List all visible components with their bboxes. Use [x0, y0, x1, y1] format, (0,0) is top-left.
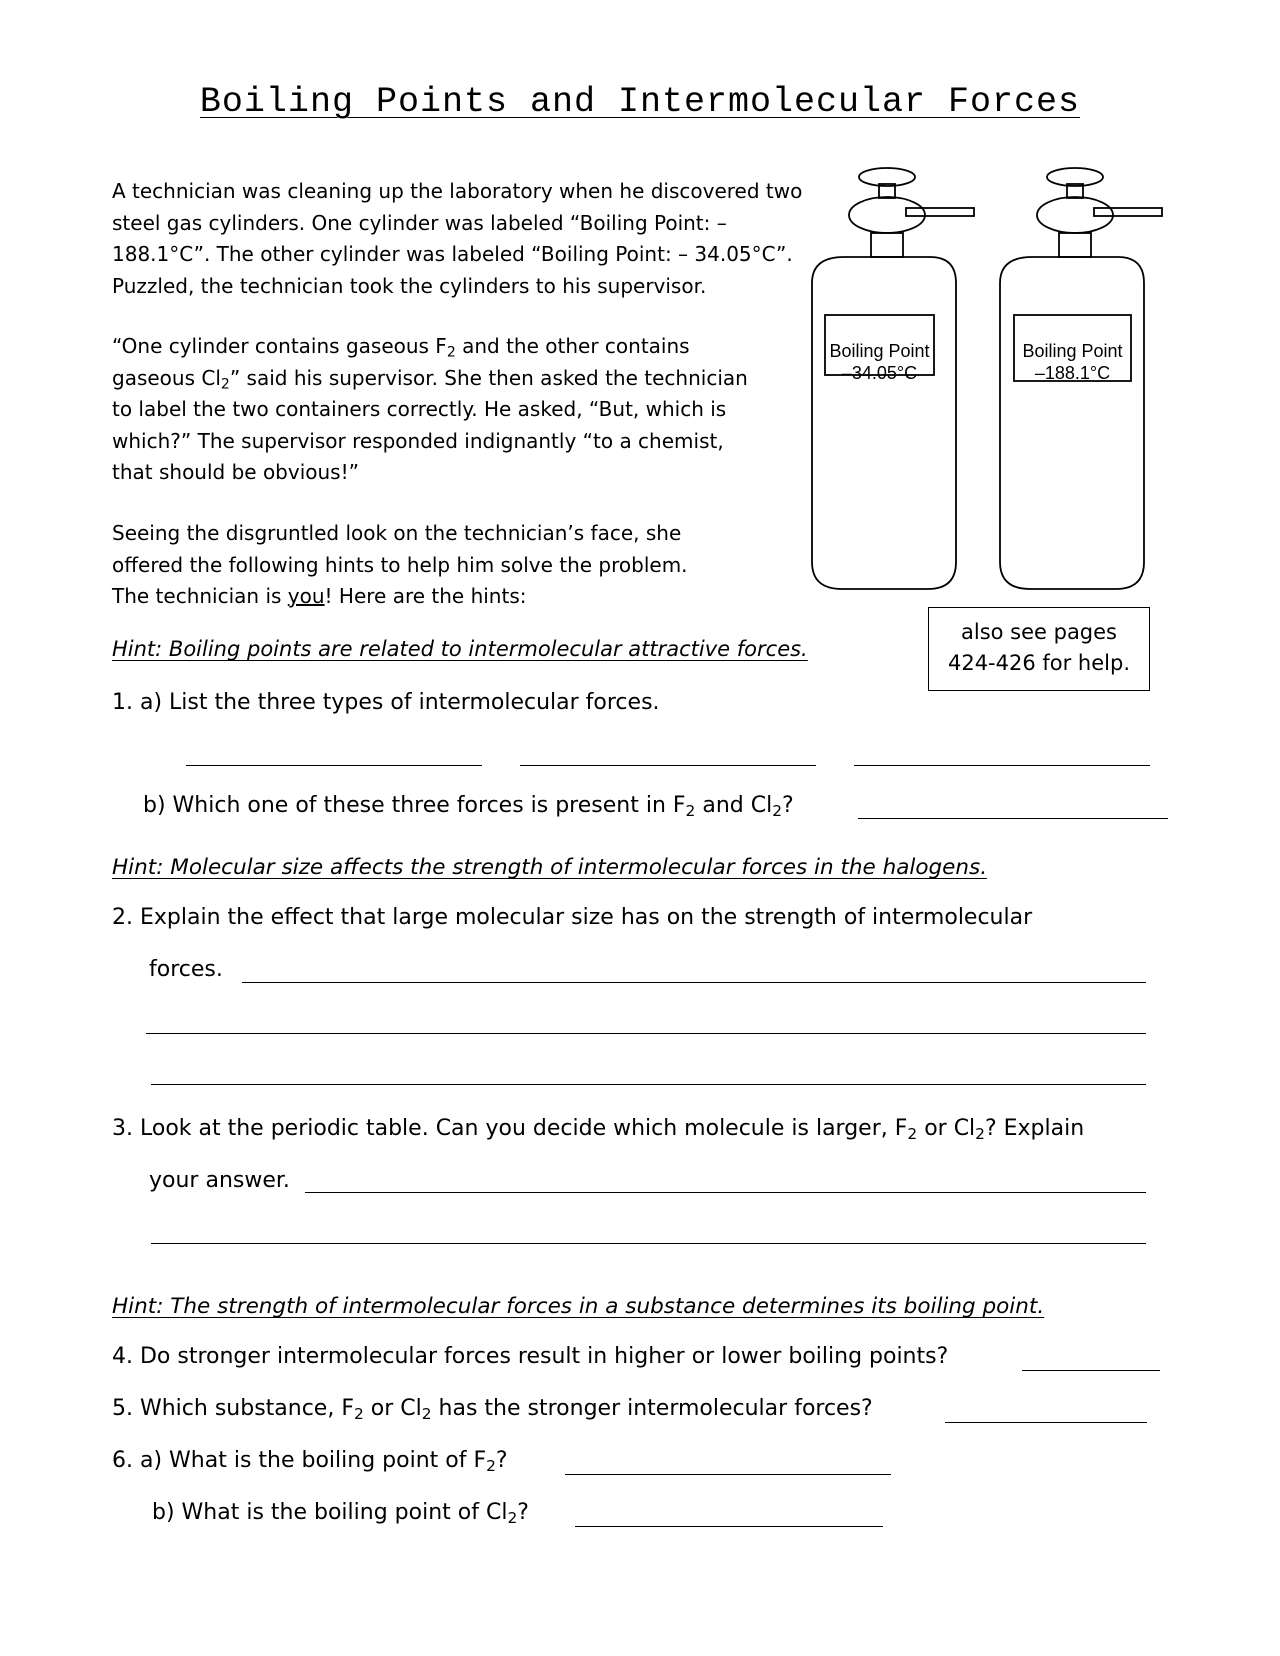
answer-blank-1a-1[interactable] [186, 765, 482, 766]
question-5: 5. Which substance, $F_2$ or $Cl_2$ has the stronger intermolecular forces? [112, 1396, 873, 1423]
right-label-line1: Boiling Point [1022, 341, 1123, 361]
answer-blank-1a-2[interactable] [520, 765, 816, 766]
text-line: Seeing the disgruntled look on the technician’s face, she [112, 521, 682, 545]
right-label-line2: –188.1°C [1034, 363, 1111, 383]
gas-cylinders-illustration [790, 165, 1190, 605]
answer-blank-1b[interactable] [858, 818, 1168, 819]
answer-blank-6b[interactable] [575, 1526, 883, 1527]
text-line: offered the following hints to help him solve the problem. [112, 552, 688, 577]
intro-paragraph-1 [112, 176, 802, 302]
answer-blank-3-2[interactable] [151, 1243, 1146, 1244]
left-label-line2: –34.05°C [841, 363, 918, 383]
intro-paragraph-3 [112, 518, 688, 613]
text-line: that should be obvious!” [112, 460, 359, 484]
text-line: The technician is you! Here are the hints: [112, 584, 527, 608]
question-3-continued: your answer. [149, 1168, 290, 1193]
help-line2: 424-426 for help. [947, 651, 1131, 675]
answer-blank-4[interactable] [1022, 1370, 1160, 1371]
left-cylinder-label [825, 340, 934, 384]
hint-1: Hint: Boiling points are related to intermolecular attractive forces. [112, 637, 808, 661]
answer-blank-2-3[interactable] [151, 1084, 1146, 1085]
question-6a: 6. a) What is the boiling point of $F_2$? [112, 1448, 508, 1475]
text-line: Puzzled, the technician took the cylinders to his supervisor. [112, 273, 707, 298]
text-line: 188.1°C”. The other cylinder was labeled “Boiling Point: – 34.05°C”. [112, 242, 793, 266]
answer-blank-3-1[interactable] [305, 1192, 1146, 1193]
text-line: gaseous $Cl_2$” said his supervisor. She then asked the technician [112, 365, 748, 392]
question-6b: b) What is the boiling point of $Cl_2$? [152, 1500, 529, 1527]
left-label-line1: Boiling Point [829, 341, 930, 361]
question-2: 2. Explain the effect that large molecular size has on the strength of intermolecular [112, 905, 1033, 930]
question-4: 4. Do stronger intermolecular forces result in higher or lower boiling points? [112, 1344, 949, 1369]
text-line: to label the two containers correctly. He asked, “But, which is [112, 397, 727, 421]
question-2-continued: forces. [149, 957, 223, 982]
text-line: “One cylinder contains gaseous $F_2$ and the other contains [112, 334, 690, 361]
text-line: steel gas cylinders. One cylinder was labeled “Boiling Point: – [112, 210, 727, 235]
answer-blank-5[interactable] [945, 1422, 1147, 1423]
hint-3: Hint: The strength of intermolecular forces in a substance determines its boiling point. [112, 1294, 1045, 1319]
answer-blank-2-2[interactable] [146, 1033, 1146, 1034]
right-cylinder-label [1014, 340, 1131, 384]
answer-blank-6a[interactable] [565, 1474, 891, 1475]
help-box [928, 607, 1150, 691]
hint-2: Hint: Molecular size affects the strength of intermolecular forces in the halogens. [112, 855, 988, 880]
answer-blank-2-1[interactable] [242, 982, 1146, 983]
help-line1: also see pages [960, 620, 1117, 644]
page-title: Boiling Points and Intermolecular Forces [199, 82, 1081, 122]
text-line: which?” The supervisor responded indignantly “to a chemist, [112, 428, 724, 453]
text-line: A technician was cleaning up the laboratory when he discovered two [112, 179, 803, 203]
intro-paragraph-2 [112, 331, 748, 489]
question-1a: 1. a) List the three types of intermolecular forces. [112, 690, 660, 715]
question-3: 3. Look at the periodic table. Can you decide which molecule is larger, $F_2$ or $Cl_2$? Explain [112, 1116, 1085, 1143]
answer-blank-1a-3[interactable] [854, 765, 1150, 766]
question-1b: b) Which one of these three forces is present in $F_2$ and $Cl_2$? [143, 793, 794, 820]
